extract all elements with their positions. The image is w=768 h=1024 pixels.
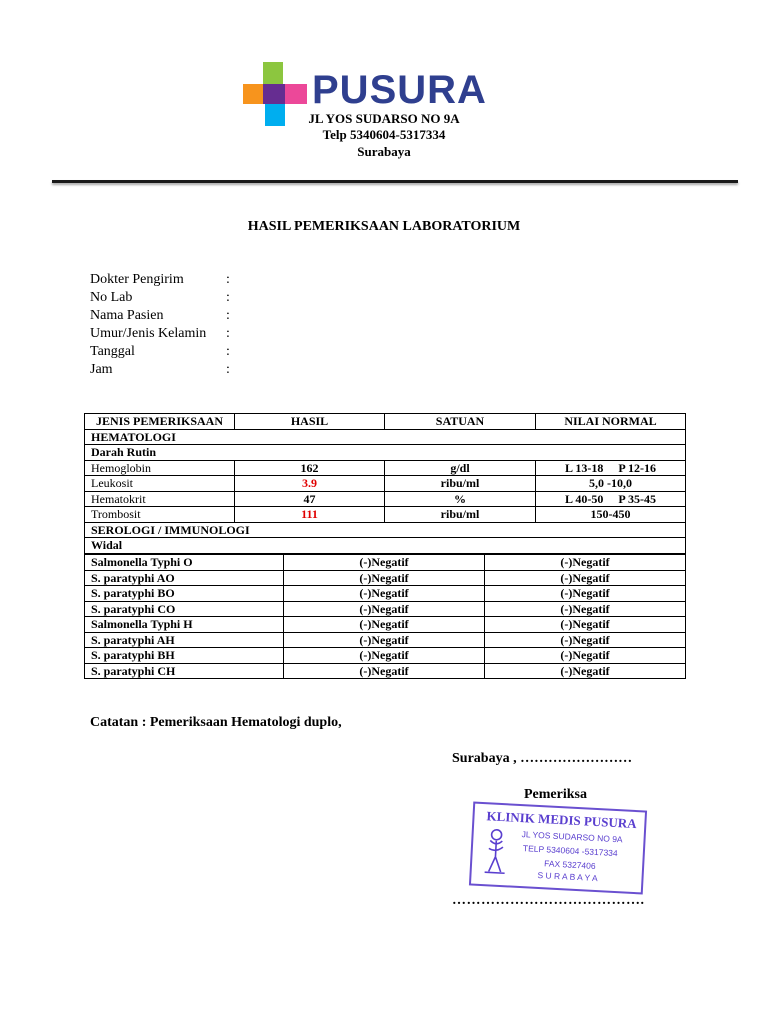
address-street: JL YOS SUDARSO NO 9A xyxy=(308,111,460,126)
section-serologi: SEROLOGI / IMMUNOLOGI xyxy=(85,522,686,538)
test-name: Hematokrit xyxy=(85,491,235,507)
info-colon: : xyxy=(226,308,230,323)
widal-name: S. paratyphi BO xyxy=(85,586,284,602)
info-row-tanggal xyxy=(90,343,230,361)
info-label: Jam xyxy=(90,362,113,377)
test-normal: 5,0 -10,0 xyxy=(536,476,686,492)
info-colon: : xyxy=(226,272,230,287)
widal-name: Salmonella Typhi O xyxy=(85,555,284,571)
info-label: Nama Pasien xyxy=(90,308,164,323)
test-result: 162 xyxy=(235,460,385,476)
widal-name: S. paratyphi BH xyxy=(85,648,284,664)
info-row-nolab xyxy=(90,289,230,307)
widal-normal: (-)Negatif xyxy=(485,586,686,602)
table-row xyxy=(85,460,686,476)
subsection-widal: Widal xyxy=(85,538,686,554)
widal-name: S. paratyphi AO xyxy=(85,570,284,586)
widal-normal: (-)Negatif xyxy=(485,663,686,679)
widal-name: S. paratyphi CH xyxy=(85,663,284,679)
header-jenis: JENIS PEMERIKSAAN xyxy=(85,414,235,430)
test-unit: % xyxy=(385,491,536,507)
widal-normal: (-)Negatif xyxy=(485,601,686,617)
info-label: Umur/Jenis Kelamin xyxy=(90,326,207,341)
info-label: Dokter Pengirim xyxy=(90,272,184,287)
subsection-darah-rutin: Darah Rutin xyxy=(85,445,686,461)
test-normal: L 13-18 P 12-16 xyxy=(536,460,686,476)
test-unit: ribu/ml xyxy=(385,507,536,523)
info-colon: : xyxy=(226,362,230,377)
stamp-phone: TELP 5340604 -5317334 xyxy=(522,843,618,859)
stamp-figure-icon xyxy=(479,826,512,878)
address-city: Surabaya xyxy=(357,144,411,159)
info-label: Tanggal xyxy=(90,344,135,359)
header-hasil: HASIL xyxy=(235,414,385,430)
table-row xyxy=(85,632,686,648)
stamp-city: S U R A B A Y A xyxy=(537,869,598,884)
test-result: 47 xyxy=(235,491,385,507)
info-row-jam xyxy=(90,361,230,379)
address-phone: Telp 5340604-5317334 xyxy=(322,127,446,142)
header-satuan: SATUAN xyxy=(385,414,536,430)
city-date-line: Surabaya , …………………… xyxy=(452,751,633,766)
stamp-address: JL YOS SUDARSO NO 9A xyxy=(521,829,623,845)
test-result-abnormal: 111 xyxy=(235,507,385,523)
patient-info xyxy=(90,271,230,379)
info-colon: : xyxy=(226,344,230,359)
test-normal: 150-450 xyxy=(536,507,686,523)
hematology-table xyxy=(84,413,686,554)
table-row xyxy=(85,507,686,523)
widal-name: S. paratyphi AH xyxy=(85,632,284,648)
test-name: Hemoglobin xyxy=(85,460,235,476)
header-nilai-normal: NILAI NORMAL xyxy=(536,414,686,430)
signature-line: …………………………………. xyxy=(452,893,645,908)
test-result-abnormal: 3.9 xyxy=(235,476,385,492)
header-divider xyxy=(52,180,738,183)
info-row-umur xyxy=(90,325,230,343)
table-row xyxy=(85,663,686,679)
widal-result: (-)Negatif xyxy=(284,663,485,679)
test-unit: g/dl xyxy=(385,460,536,476)
widal-result: (-)Negatif xyxy=(284,601,485,617)
widal-normal: (-)Negatif xyxy=(485,632,686,648)
note-text: Catatan : Pemeriksaan Hematologi duplo, xyxy=(90,715,342,730)
info-colon: : xyxy=(226,326,230,341)
widal-result: (-)Negatif xyxy=(284,648,485,664)
widal-result: (-)Negatif xyxy=(284,570,485,586)
widal-result: (-)Negatif xyxy=(284,555,485,571)
examiner-label: Pemeriksa xyxy=(524,787,587,802)
table-row xyxy=(85,570,686,586)
table-row xyxy=(85,476,686,492)
test-unit: ribu/ml xyxy=(385,476,536,492)
page-title: HASIL PEMERIKSAAN LABORATORIUM xyxy=(247,219,521,234)
widal-result: (-)Negatif xyxy=(284,617,485,633)
widal-name: S. paratyphi CO xyxy=(85,601,284,617)
clinic-stamp xyxy=(469,802,647,895)
info-colon: : xyxy=(226,290,230,305)
test-name: Leukosit xyxy=(85,476,235,492)
brand-name: PUSURA xyxy=(312,68,487,112)
table-row xyxy=(85,586,686,602)
table-row xyxy=(85,491,686,507)
info-row-dokter xyxy=(90,271,230,289)
widal-normal: (-)Negatif xyxy=(485,648,686,664)
widal-normal: (-)Negatif xyxy=(485,617,686,633)
widal-normal: (-)Negatif xyxy=(485,570,686,586)
stamp-fax: FAX 5327406 xyxy=(543,858,596,871)
section-hematologi: HEMATOLOGI xyxy=(85,429,686,445)
table-row xyxy=(85,617,686,633)
stamp-clinic-name: KLINIK MEDIS PUSURA xyxy=(486,808,638,832)
table-header-row xyxy=(85,414,686,430)
widal-name: Salmonella Typhi H xyxy=(85,617,284,633)
test-name: Trombosit xyxy=(85,507,235,523)
widal-table xyxy=(84,554,686,679)
table-row xyxy=(85,555,686,571)
widal-result: (-)Negatif xyxy=(284,632,485,648)
info-label: No Lab xyxy=(90,290,133,305)
widal-normal: (-)Negatif xyxy=(485,555,686,571)
test-normal: L 40-50 P 35-45 xyxy=(536,491,686,507)
widal-result: (-)Negatif xyxy=(284,586,485,602)
info-row-nama xyxy=(90,307,230,325)
table-row xyxy=(85,648,686,664)
table-row xyxy=(85,601,686,617)
